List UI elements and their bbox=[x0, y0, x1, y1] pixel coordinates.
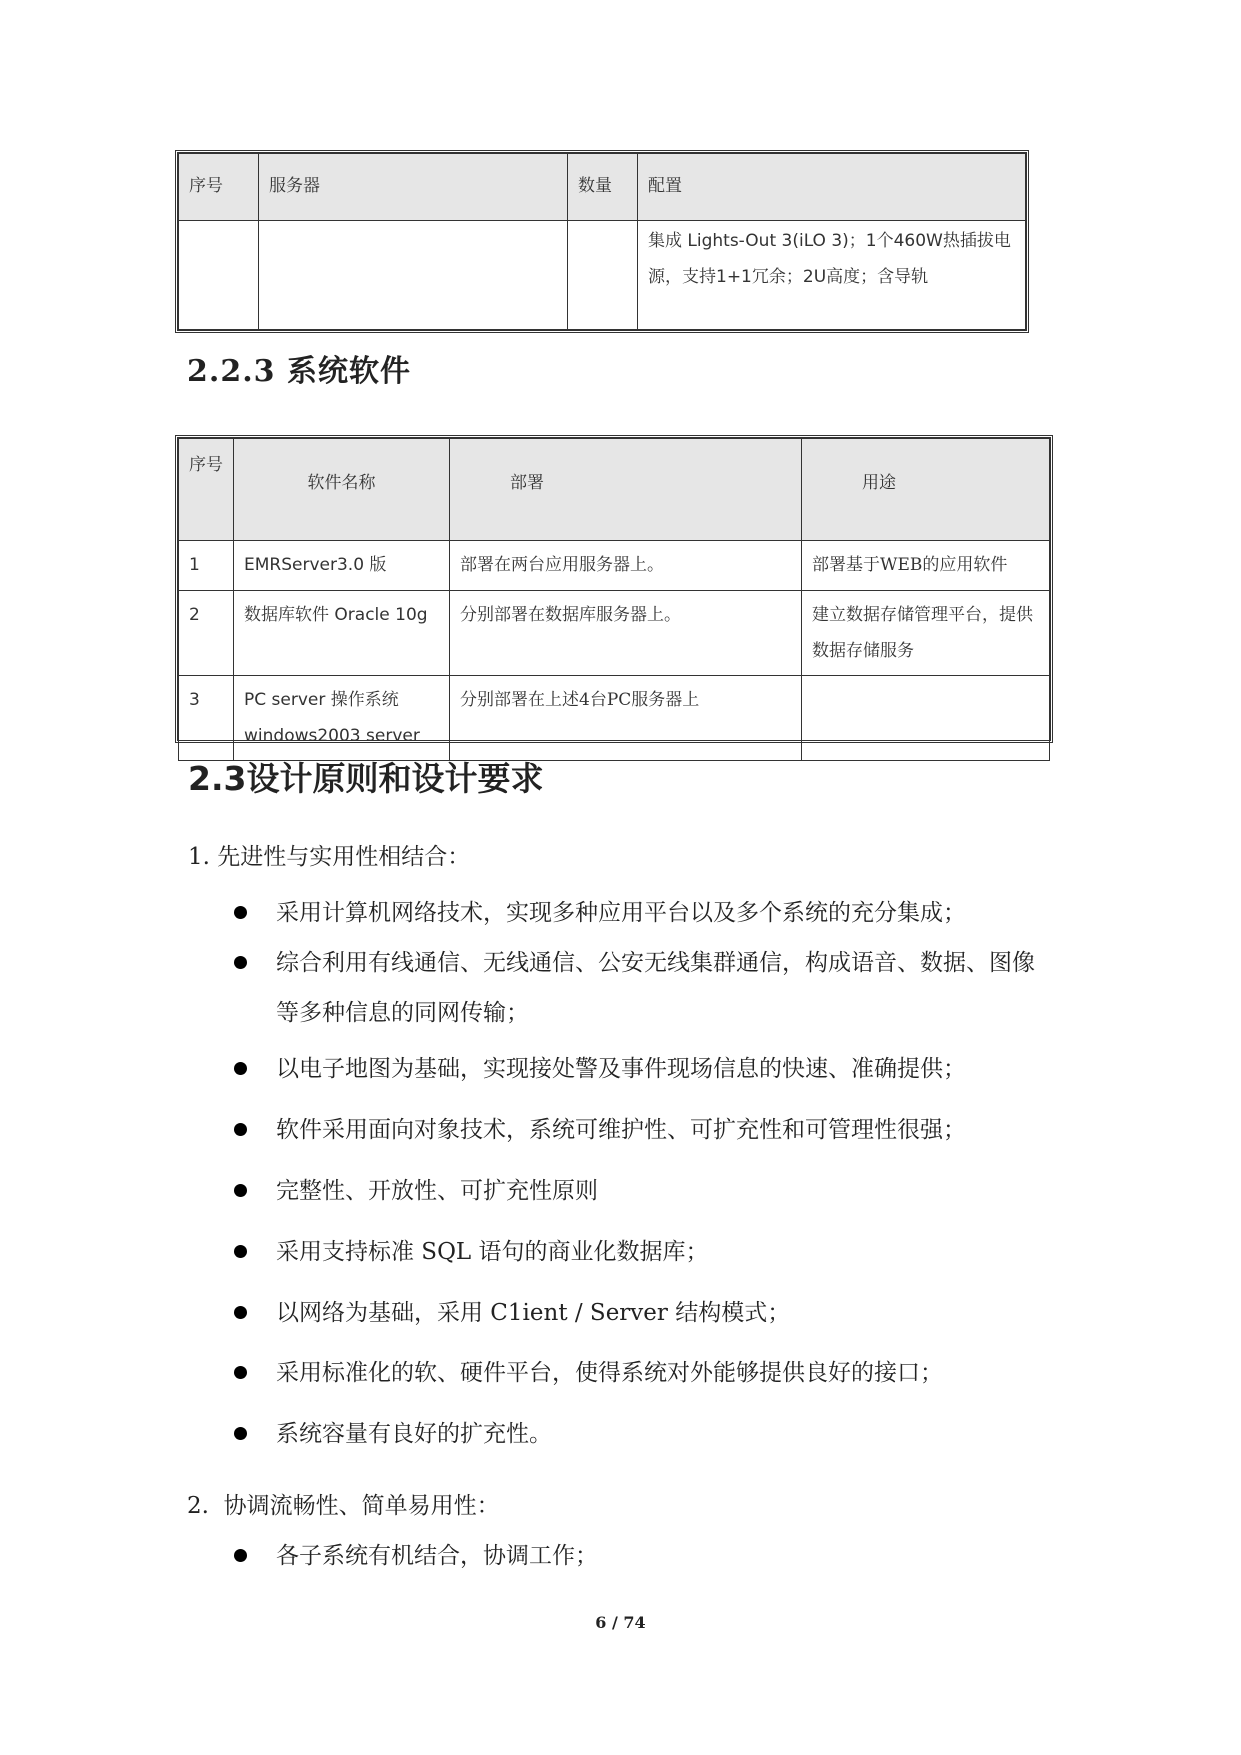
principle-heading: 2. 协调流畅性、简单易用性： bbox=[187, 1493, 500, 1519]
bullet-icon bbox=[234, 1549, 247, 1562]
list-item: 采用计算机网络技术，实现多种应用平台以及多个系统的充分集成； bbox=[276, 900, 966, 926]
cell-no: 3 bbox=[179, 676, 234, 761]
cell-no bbox=[179, 221, 259, 330]
header-cell: 用途 bbox=[802, 439, 1050, 541]
table-row bbox=[179, 221, 1026, 330]
table-header-row bbox=[179, 439, 1050, 541]
section-title-2-2-3: 2.2.3 系统软件 bbox=[187, 354, 411, 389]
header-cell: 序号 bbox=[179, 439, 234, 541]
bullet-icon bbox=[234, 1306, 247, 1319]
list-item: 以电子地图为基础，实现接处警及事件现场信息的快速、准确提供； bbox=[276, 1056, 966, 1082]
principle-heading: 1. 先进性与实用性相结合： bbox=[188, 844, 471, 870]
header-cell: 部署 bbox=[450, 439, 802, 541]
bullet-icon bbox=[234, 906, 247, 919]
bullet-icon bbox=[234, 956, 247, 969]
list-item: 各子系统有机结合，协调工作； bbox=[276, 1543, 598, 1569]
table-row bbox=[179, 591, 1050, 676]
cell-deploy: 部署在两台应用服务器上。 bbox=[450, 541, 802, 591]
list-item: 以网络为基础，采用 C1ient / Server 结构模式； bbox=[276, 1300, 791, 1326]
header-cell: 序号 bbox=[179, 154, 259, 221]
table-header-row bbox=[179, 154, 1026, 221]
cell-name: PC server 操作系统 windows2003 server bbox=[234, 676, 450, 761]
cell-deploy: 分别部署在数据库服务器上。 bbox=[450, 591, 802, 676]
cell-use: 建立数据存储管理平台，提供数据存储服务 bbox=[802, 591, 1050, 676]
bullet-icon bbox=[234, 1427, 247, 1440]
cell-use bbox=[802, 676, 1050, 761]
cell-qty bbox=[568, 221, 638, 330]
table-row bbox=[179, 541, 1050, 591]
header-cell: 配置 bbox=[638, 154, 1026, 221]
header-cell: 数量 bbox=[568, 154, 638, 221]
cell-config: 集成 Lights-Out 3(iLO 3)；1个460W热插拔电源，支持1+1冗余；2U高度；含导轨 bbox=[638, 221, 1026, 330]
header-cell: 服务器 bbox=[259, 154, 568, 221]
list-item: 采用支持标准 SQL 语句的商业化数据库； bbox=[276, 1239, 709, 1265]
list-item: 系统容量有良好的扩充性。 bbox=[276, 1421, 552, 1447]
cell-deploy: 分别部署在上述4台PC服务器上 bbox=[450, 676, 802, 761]
cell-server bbox=[259, 221, 568, 330]
list-item: 软件采用面向对象技术，系统可维护性、可扩充性和可管理性很强； bbox=[276, 1117, 966, 1143]
bullet-icon bbox=[234, 1366, 247, 1379]
page-number: 6 / 74 bbox=[595, 1613, 646, 1632]
bullet-icon bbox=[234, 1123, 247, 1136]
section-title-2-3: 2.3设计原则和设计要求 bbox=[188, 759, 544, 798]
bullet-icon bbox=[234, 1184, 247, 1197]
bullet-icon bbox=[234, 1062, 247, 1075]
bullet-icon bbox=[234, 1245, 247, 1258]
list-item: 综合利用有线通信、无线通信、公安无线集群通信，构成语音、数据、图像等多种信息的同网传输； bbox=[276, 950, 1035, 1026]
list-item: 完整性、开放性、可扩充性原则 bbox=[276, 1178, 598, 1204]
software-table bbox=[175, 435, 1053, 746]
cell-no: 1 bbox=[179, 541, 234, 591]
cell-use: 部署基于WEB的应用软件 bbox=[802, 541, 1050, 591]
cell-name: 数据库软件 Oracle 10g bbox=[234, 591, 450, 676]
table-row bbox=[179, 676, 1050, 761]
cell-no: 2 bbox=[179, 591, 234, 676]
header-cell: 软件名称 bbox=[234, 439, 450, 541]
cell-name: EMRServer3.0 版 bbox=[234, 541, 450, 591]
list-item: 采用标准化的软、硬件平台，使得系统对外能够提供良好的接口； bbox=[276, 1360, 943, 1386]
server-table bbox=[175, 150, 1029, 333]
